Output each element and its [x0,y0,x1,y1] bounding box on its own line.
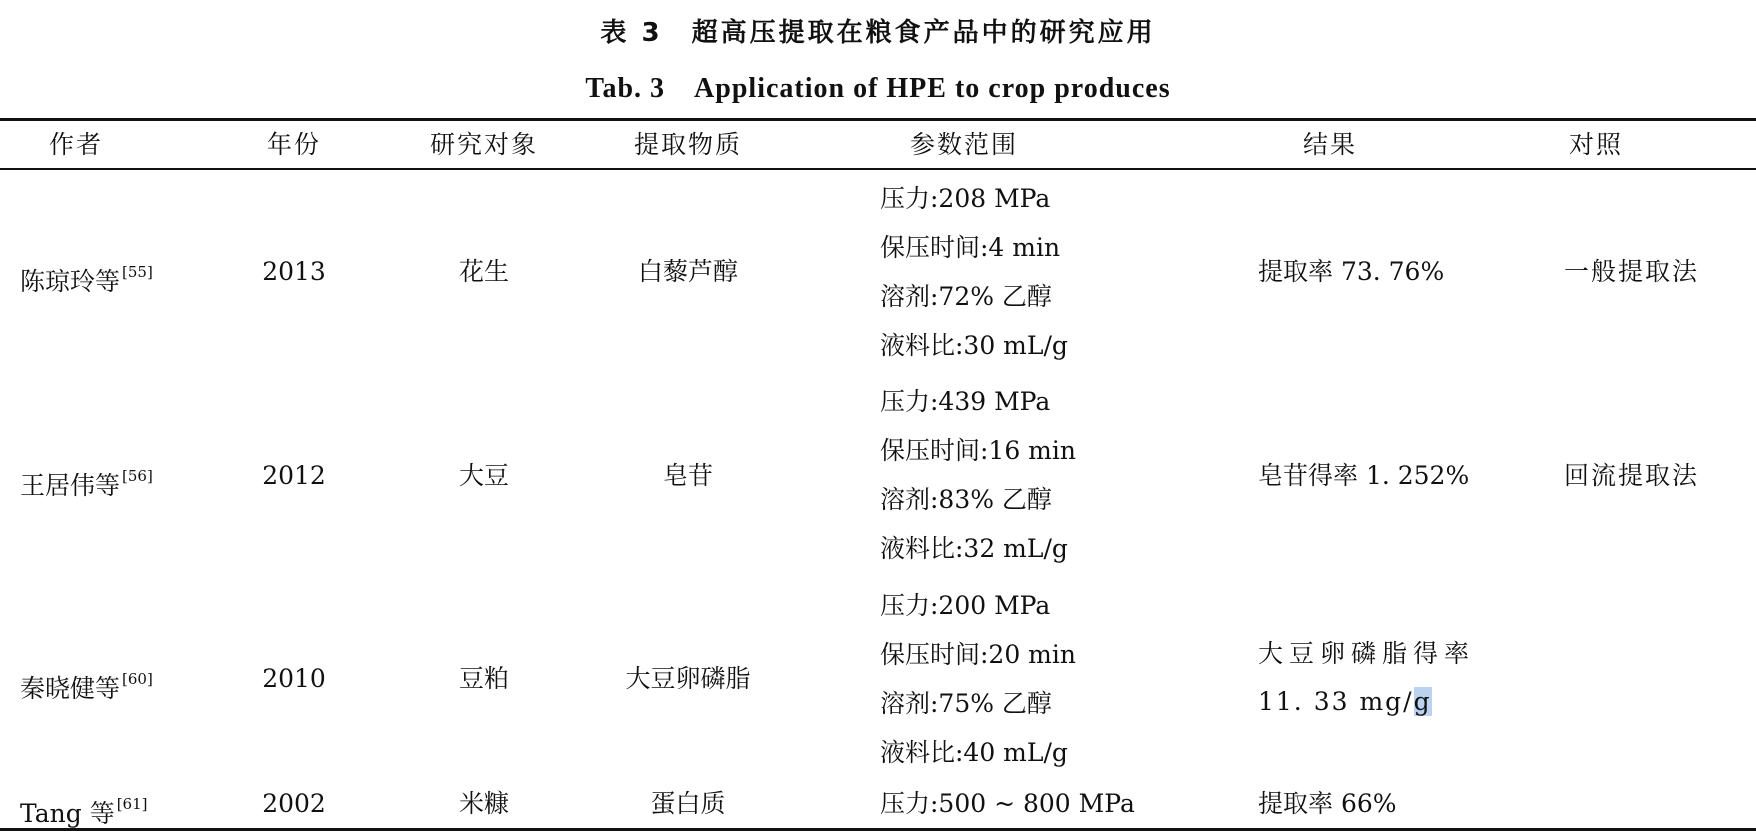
header-result: 结果 [1302,130,1358,159]
author-cell: 陈琼玲等 [55] [20,263,153,296]
param-line: 溶剂:72% 乙醇 [880,282,1052,311]
control-cell: 回流提取法 [1564,461,1700,490]
year-cell: 2010 [262,664,326,693]
param-line: 保压时间:16 min [880,436,1076,465]
param-line: 压力:208 MPa [880,184,1051,213]
result-cell: 提取率 66% [1258,789,1397,818]
header-object: 研究对象 [429,130,539,159]
param-line: 压力:200 MPa [880,591,1051,620]
author-cell: 王居伟等 [56] [20,467,153,500]
params-cell [880,377,1076,573]
params-cell [880,174,1068,370]
header-year: 年份 [266,130,322,159]
author-cell: Tang 等 [61] [20,795,148,828]
substance-cell: 白藜芦醇 [637,257,739,286]
result-line: 11. 33 mg/g [1258,687,1432,716]
year-cell: 2012 [262,461,326,490]
header-substance: 提取物质 [633,130,743,159]
substance-cell: 大豆卵磷脂 [625,664,751,693]
year-cell: 2013 [262,257,326,286]
reference-superscript: [55] [122,263,153,281]
header-rule [0,168,1756,170]
param-line: 液料比:40 mL/g [880,738,1068,767]
table-title-cn: 表 3 超高压提取在粮食产品中的研究应用 [600,18,1156,48]
object-cell: 花生 [458,257,510,286]
reference-superscript: [60] [122,670,153,688]
control-cell: 一般提取法 [1564,257,1700,286]
header-control: 对照 [1568,130,1624,159]
author-cell: 秦晓健等 [60] [20,670,153,703]
reference-superscript: [56] [122,467,153,485]
param-line: 溶剂:83% 乙醇 [880,485,1052,514]
header-author: 作者 [48,130,104,159]
object-cell: 大豆 [458,461,510,490]
top-rule [0,118,1756,121]
substance-cell: 皂苷 [662,461,714,490]
reference-superscript: [61] [116,795,148,813]
selected-text[interactable]: g [1413,687,1432,716]
result-cell: 皂苷得率 1. 252% [1258,461,1470,490]
result-line: 大豆卵磷脂得率 [1258,639,1476,668]
bottom-rule [0,828,1756,831]
param-line: 保压时间:20 min [880,640,1076,669]
year-cell: 2002 [262,789,326,818]
result-cell: 提取率 73. 76% [1258,257,1445,286]
param-line: 保压时间:4 min [880,233,1061,262]
object-cell: 米糠 [458,789,510,818]
result-cell [1258,630,1475,726]
header-params: 参数范围 [909,130,1019,159]
param-line: 溶剂:75% 乙醇 [880,689,1052,718]
param-line: 液料比:32 mL/g [880,534,1068,563]
object-cell: 豆粕 [458,664,510,693]
substance-cell: 蛋白质 [650,789,726,818]
params-cell [880,780,1135,828]
param-line: 液料比:30 mL/g [880,331,1068,360]
param-line: 压力:500 ~ 800 MPa [880,789,1135,818]
param-line: 压力:439 MPa [880,387,1051,416]
table-title-en: Tab. 3 Application of HPE to crop produces [585,73,1171,104]
params-cell [880,581,1076,777]
